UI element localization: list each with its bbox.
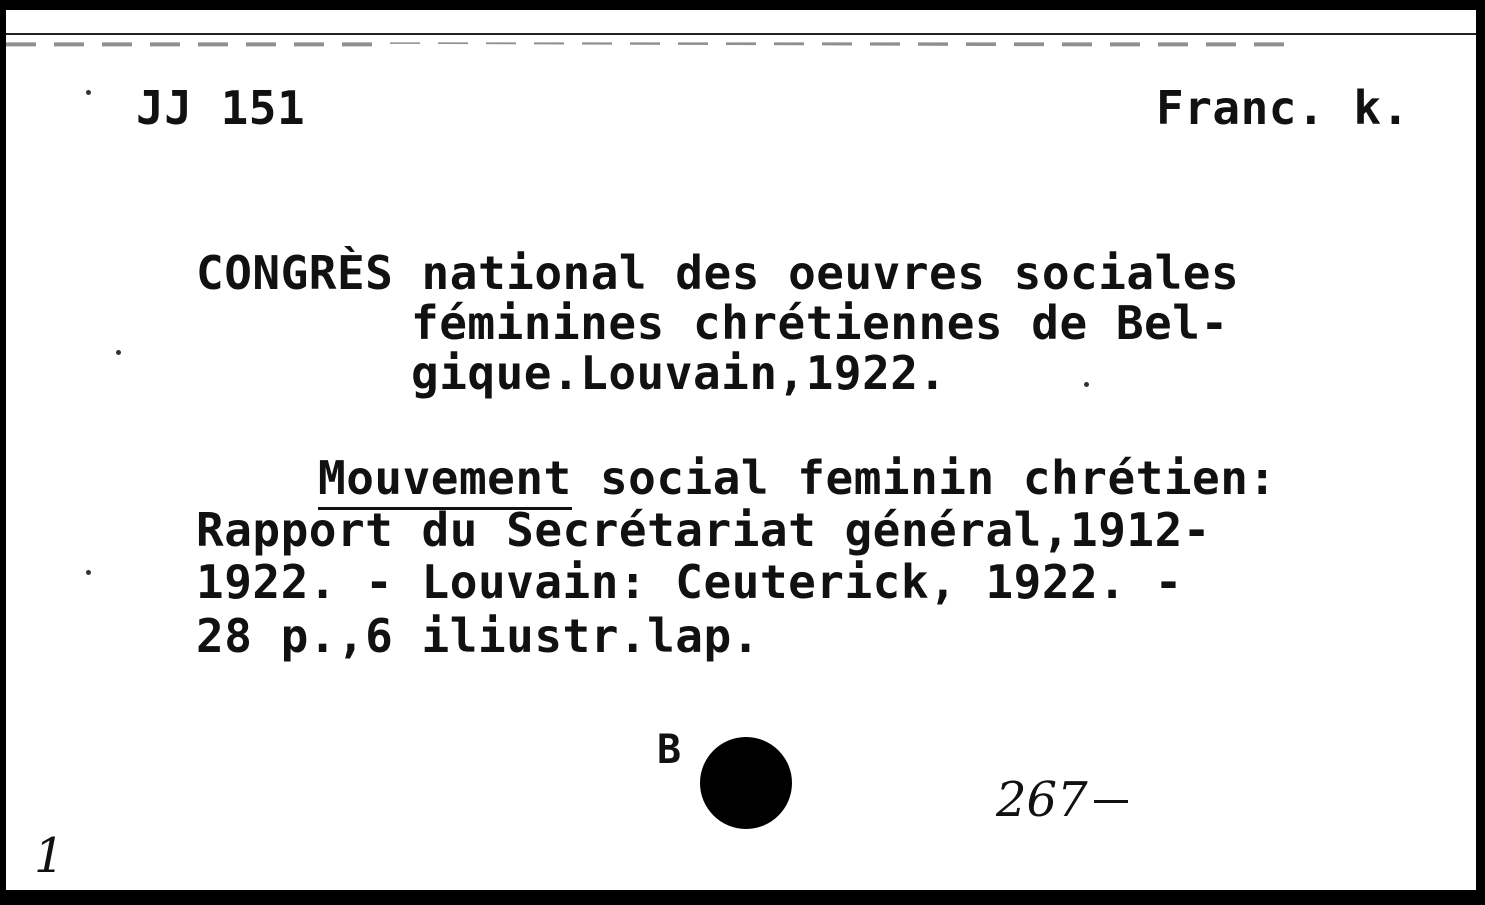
handwritten-corner-mark: 1 (34, 828, 65, 884)
language-code: Franc. k. (1156, 81, 1410, 135)
body-line-4: 28 p.,6 iliustr.lap. (196, 609, 760, 663)
title-line-1: CONGRÈS national des oeuvres sociales (196, 246, 1240, 300)
stamp-letter: B (657, 727, 682, 773)
catalog-card (6, 10, 1476, 890)
top-rule (6, 33, 1476, 35)
title-line-3: gique.Louvain,1922. (411, 346, 947, 400)
speck (116, 350, 121, 355)
body-line-3: 1922. - Louvain: Ceuterick, 1922. - (196, 555, 1183, 609)
body-line-1 (318, 451, 1277, 505)
underlined-title-word: Mouvement (318, 451, 572, 510)
call-number: JJ 151 (136, 81, 306, 135)
speck (86, 90, 91, 95)
body-line-1-rest: social feminin chrétien: (571, 451, 1277, 505)
speck (1084, 382, 1089, 387)
title-line-2: féminines chrétiennes de Bel- (411, 296, 1229, 350)
speck (86, 570, 91, 575)
body-line-2: Rapport du Secrétariat général,1912- (196, 503, 1211, 557)
handwritten-number: 267 (996, 772, 1088, 828)
top-dashed-marks (6, 40, 1476, 48)
ink-stamp-dot (700, 737, 792, 829)
